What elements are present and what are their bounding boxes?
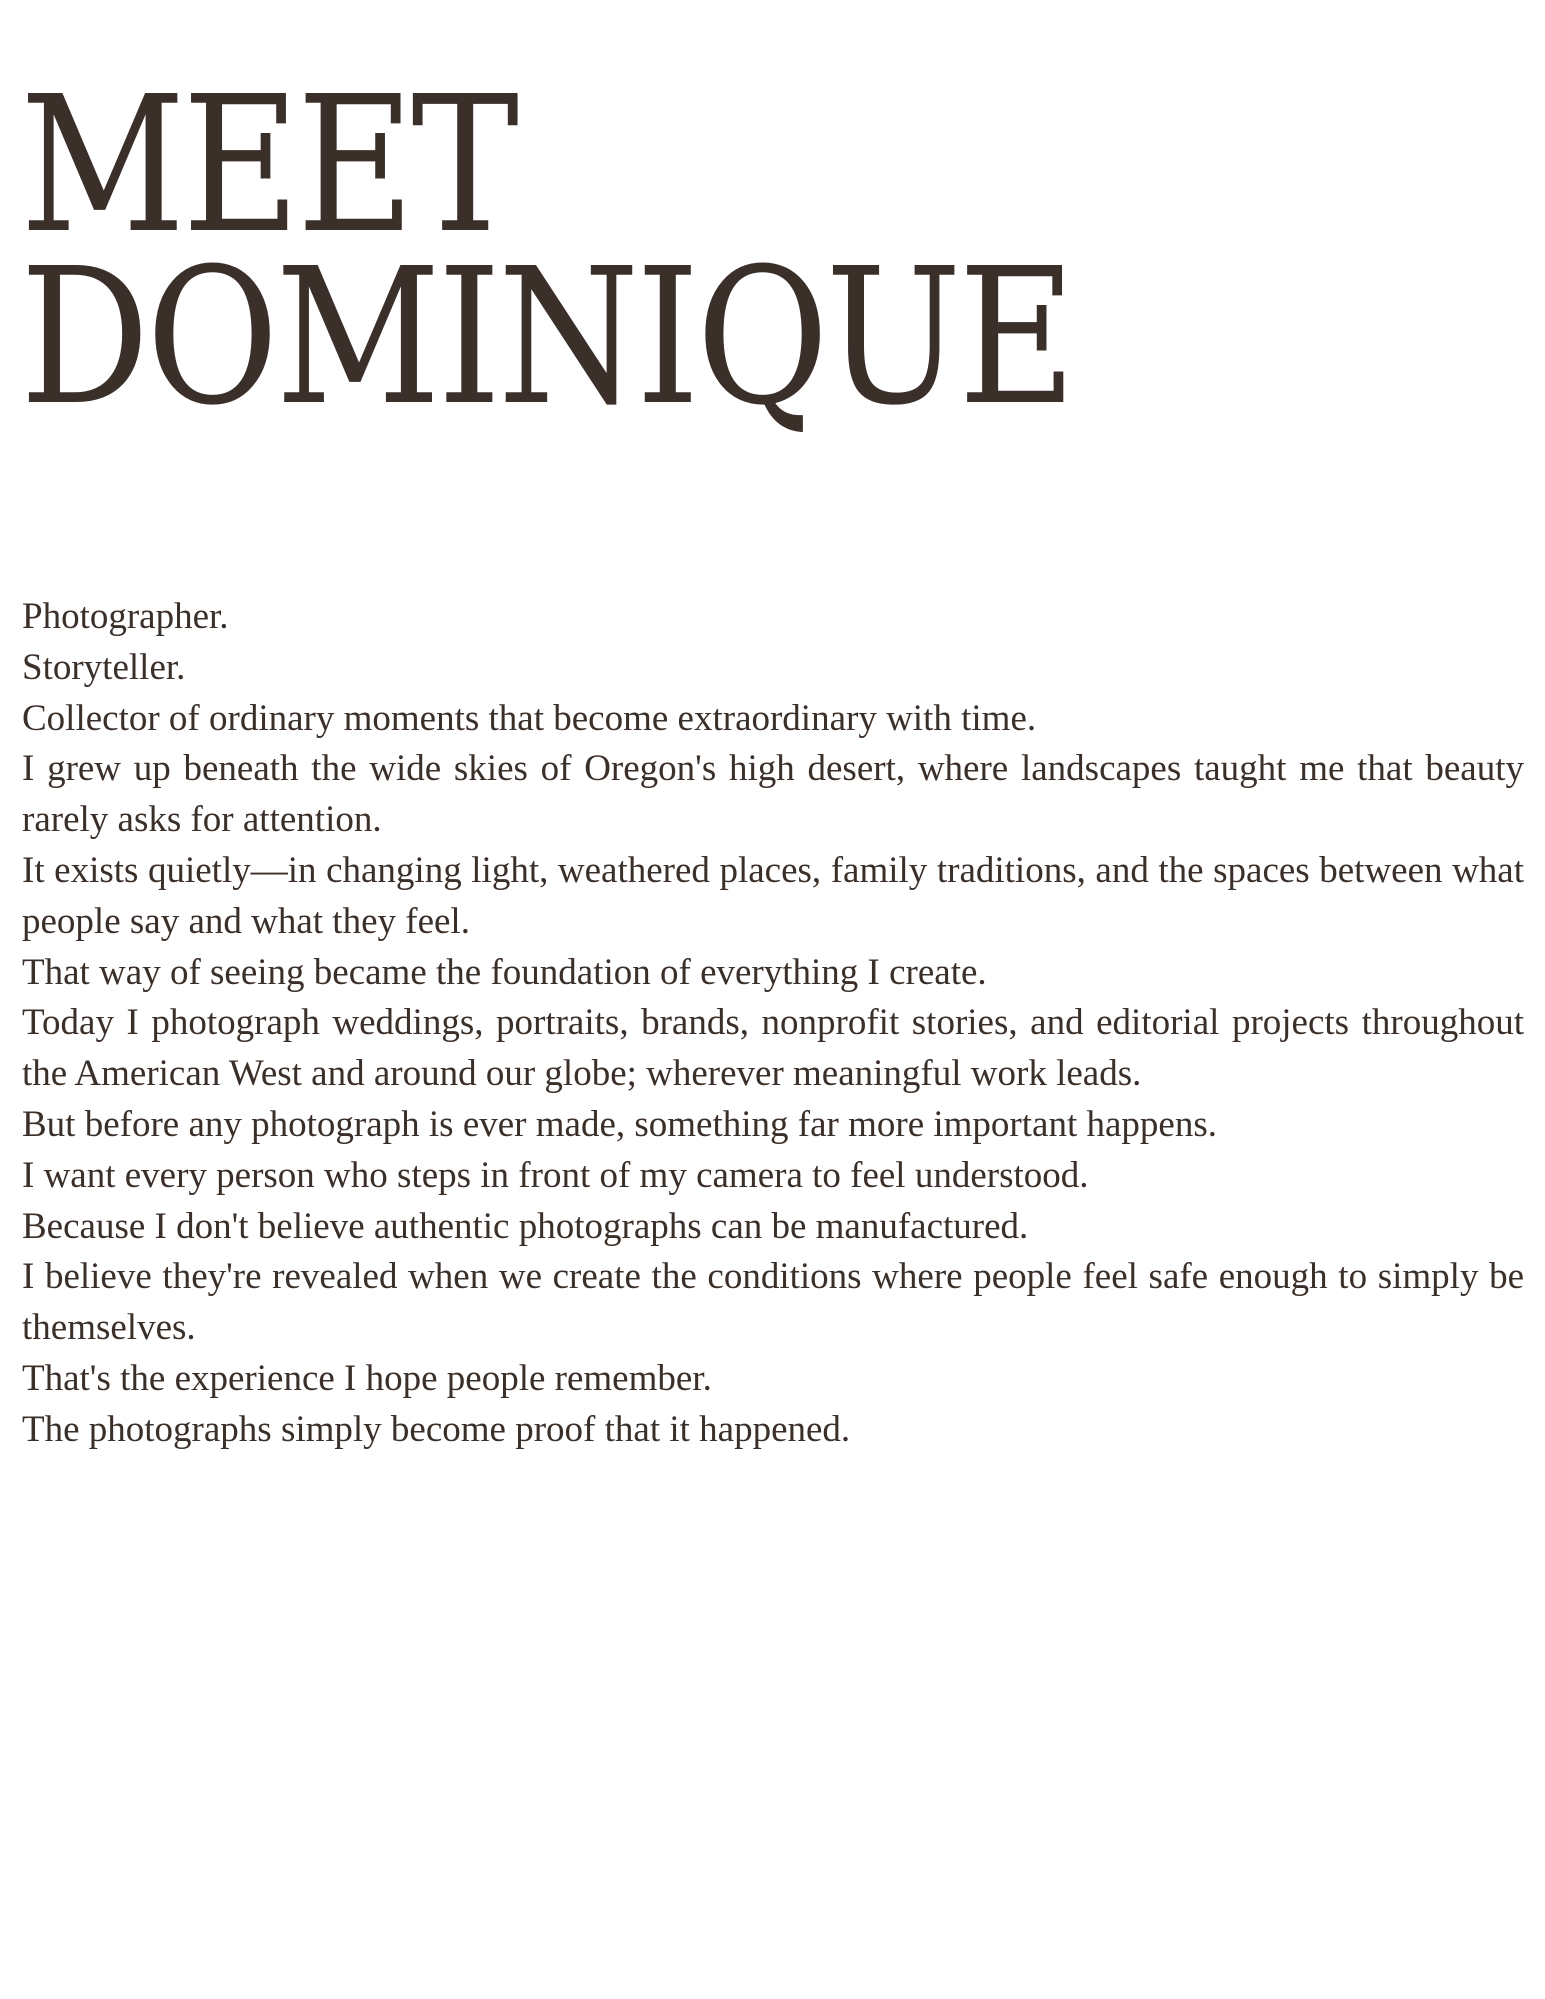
title-line-meet: MEET: [20, 56, 516, 275]
page-title: [20, 56, 1073, 447]
title-line-dominique: DOMINIQUE: [20, 228, 1073, 447]
bio-paragraph: I believe they're revealed when we create the conditions where people feel safe enough to simply be themselves.: [22, 1256, 1524, 1349]
bio-paragraph: It exists quietly—in changing light, weathered places, family traditions, and the spaces between what people say and what they feel.: [22, 849, 1524, 942]
bio-paragraph: That way of seeing became the foundation of everything I create.: [22, 951, 987, 993]
bio-text: [22, 592, 1524, 1456]
bio-paragraph: Storyteller.: [22, 646, 186, 688]
bio-paragraph: Because I don't believe authentic photographs can be manufactured.: [22, 1205, 1029, 1247]
bio-paragraph: I grew up beneath the wide skies of Oregon's high desert, where landscapes taught me that beauty rarely asks for attention.: [22, 748, 1524, 841]
bio-paragraph: Collector of ordinary moments that become extraordinary with time.: [22, 697, 1037, 739]
bio-paragraph: The photographs simply become proof that it happened.: [22, 1408, 851, 1450]
bio-paragraph: That's the experience I hope people remember.: [22, 1357, 712, 1399]
bio-paragraph: Today I photograph weddings, portraits, brands, nonprofit stories, and editorial projects throughout the American West and around our globe; wherever meaningful work leads.: [22, 1002, 1524, 1095]
bio-paragraph: But before any photograph is ever made, something far more important happens.: [22, 1103, 1217, 1145]
bio-paragraph: Photographer.: [22, 596, 229, 637]
bio-paragraph: I want every person who steps in front of my camera to feel understood.: [22, 1154, 1089, 1196]
